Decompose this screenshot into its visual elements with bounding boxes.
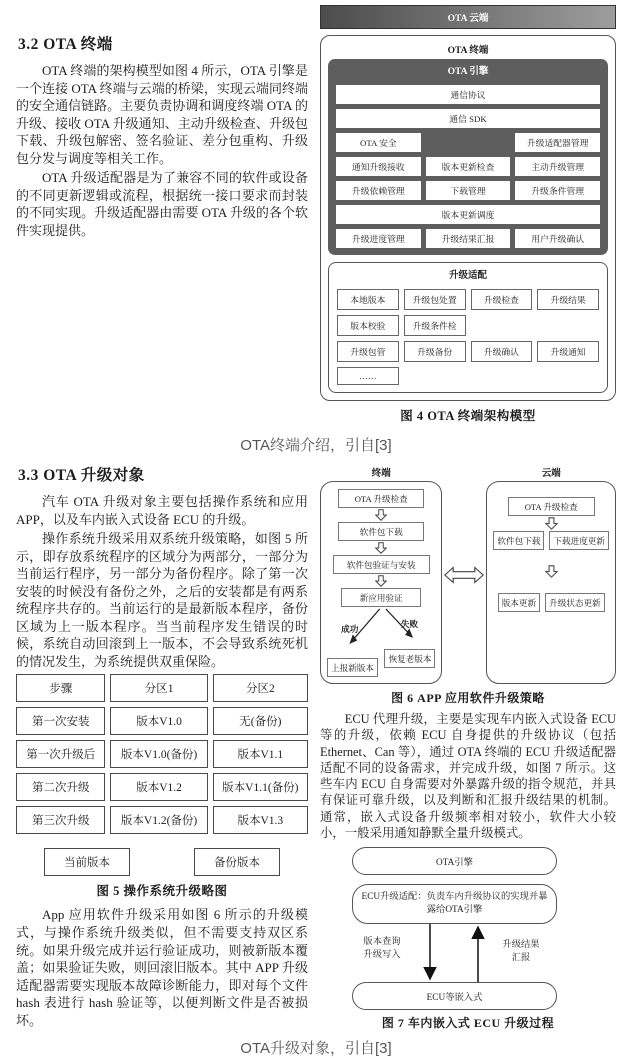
figure6-caption: 图 6 APP 应用软件升级策略 [391,691,545,705]
bottom-block [16,463,616,1031]
figure5-row1-part2: 无(备份) [213,707,308,735]
figure5-caption: 图 5 操作系统升级略图 [96,884,228,899]
figure4-download-mgmt: 下载管理 [426,181,511,200]
figure4-adapter-mgmt: 升级适配器管理 [515,133,600,152]
figure6-cloud-check: OTA 升级检查 [508,497,595,516]
figure6-success-label: 成功 [341,623,359,634]
figure4-adapter-label: 升级适配 [448,271,487,281]
down-arrow-icon [375,509,387,521]
section-3-2-paragraph-2: OTA 升级适配器是为了兼容不同的软件或设备的不同更新逻辑或流程，根据统一接口要求而封装的不同实现。升级适配器由需要 OTA 升级的各个软件实现提供。 [16,170,308,238]
figure6-cloud-progress: 下载进度更新 [549,531,609,550]
figure6-terminal-side [320,465,442,684]
figure6-fail-label: 失败 [400,618,419,629]
figure4-condition-check: 升级条件检 [404,315,466,336]
figure6-cloud-version-update: 版本更新 [498,593,540,612]
figure4-upgrade-result: 升级结果 [537,289,599,310]
section-3-3-column [16,463,308,1031]
figure4-package-handle: 升级包处置 [404,289,466,310]
figure4-active-upgrade-mgmt: 主动升级管理 [515,157,600,176]
figure6-terminal-box [320,481,442,684]
figure5-row2-part1: 版本V1.0(备份) [110,740,207,768]
figure4-upgrade-confirm: 升级确认 [471,341,533,362]
figure7-down-label: 版本查询 升级写入 [363,937,401,960]
figure5-row1-part1: 版本V1.0 [110,707,207,735]
figure6-step-app-verify: 新应用验证 [341,588,421,607]
figure5-legend-backup: 备份版本 [194,848,280,876]
figure6-branch-results [327,649,435,677]
section-3-2-paragraph-1: OTA 终端的架构模型如图 4 所示，OTA 引擎是一个连接 OTA 终端与云端的桥梁，实现云端同终端的安全通信链路。主要负责协调和调度终端 OTA 的升级、接收 OTA 升级通知、主动升级检查、升级包下载、升级包解密、签名验证、差分包重构、升级包分发与调度等相关工作。 [16,63,308,166]
figure7 [352,847,557,1010]
figure7-up-label: 升级结果 汇报 [502,940,540,963]
figure4-terminal-container [320,35,616,401]
figure5-row4-part1: 版本V1.2(备份) [110,806,207,834]
figure4-progress-mgmt: 升级进度管理 [336,229,421,248]
figure6-restore-old-version: 恢复老版本 [384,649,435,668]
figure4-notify-receive: 通知升级接收 [336,157,421,176]
figure4-adapter-container [328,262,608,393]
figure4-version-schedule: 版本更新调度 [336,205,600,224]
figure4-web-caption: OTA终端介绍，引自[3] [240,437,392,454]
figure5-header-part2: 分区2 [213,674,308,702]
down-arrow-icon [375,542,387,554]
figure6-cloud-box [486,481,616,684]
figure5-row2-part2: 版本V1.1 [213,740,308,768]
figure5-header-part1: 分区1 [110,674,207,702]
figure7-arrows [352,924,557,982]
figure4-upgrade-check: 升级检查 [471,289,533,310]
figure5-header-step: 步骤 [16,674,105,702]
figure6-sync-arrow [442,465,486,684]
figure4-comm-protocol: 通信协议 [336,85,600,104]
figure4-dependency-mgmt: 升级依赖管理 [336,181,421,200]
figure6-step-verify-install: 软件包验证与安装 [333,555,430,574]
figure7-ecu-box: ECU等嵌入式 [352,982,557,1010]
double-arrow-icon [444,564,484,586]
figure4-local-version: 本地版本 [337,289,399,310]
figure4-comm-sdk: 通信 SDK [336,109,600,128]
figures-6-7-column [320,463,616,1031]
section-3-3-paragraph-2: 操作系统升级采用双系统升级策略，如图 5 所示，即存放系统程序的区域分为两部分，一部分为当前运行程序，另一部分为备份程序。除了第一次安装的时候没有备份之外，之后的安装都是有两系统程序共存的。当前运行的是最新版本程序，备份区域为上一版本程序。当当前程序发生错误的时候，系统自动回滚到上一版本，不会导致系统死机的情况发生，为系统提供双重保险。 [16,531,308,669]
figure5-table [16,674,308,834]
section-3-3-paragraph-app: App 应用软件升级采用如图 6 所示的升级模式，与操作系统升级类似，但不需要支持双区系统。如果升级完成并运行验证成功，则被新版本覆盖；如果验证失败，则回滚旧版本。其中 APP 升级适配器需要实现版本故障诊断能力，即对每个文件 hash 表进行 hash 验证等，以便判断文件是否被损坏。 [16,907,308,1028]
section-3-3-heading: 3.3 OTA 升级对象 [18,467,145,484]
section-3-3-paragraph-1: 汽车 OTA 升级对象主要包括操作系统和应用 APP，以及车内嵌入式设备 ECU 的升级。 [16,494,308,527]
figure4-upgrade-backup: 升级备份 [404,341,466,362]
section-3-2-column [16,0,308,424]
down-arrow-icon [545,517,558,530]
figure5-row3-part1: 版本V1.2 [110,773,207,801]
figure4-upgrade-notify: 升级通知 [537,341,599,362]
figure4-version-verify: 版本校验 [337,315,399,336]
figure5-legend-current: 当前版本 [44,848,130,876]
figure7-ota-engine: OTA引擎 [352,847,557,875]
figure6-terminal-label: 终端 [371,469,391,479]
figure5-legend [16,848,308,876]
figure5-row4-part2: 版本V1.3 [213,806,308,834]
figure6-step-download: 软件包下载 [338,522,424,541]
figure5-row4-step: 第三次升级 [16,806,105,834]
figure6-cloud-status-update: 升级状态更新 [545,593,605,612]
top-block [16,0,616,424]
figure6-step-check: OTA 升级检查 [338,489,424,508]
figure7-web-caption: OTA升级对象，引自[3] [240,1040,392,1058]
figure6-cloud-download: 软件包下载 [493,531,544,550]
figure4-engine-label: OTA 引擎 [447,67,489,77]
figure6-cloud-label: 云端 [541,469,561,479]
figure4-ellipsis: …… [337,367,399,385]
section-3-3-paragraph-ecu: ECU 代理升级，主要是实现车内嵌入式设备 ECU 等的升级，依赖 ECU 自身提供的升级协议（包括 Ethernet、Can 等），通过 OTA 终端的 ECU 升级适配器适配不同的设备需求，并完成升级，如图 7 所示。这些车内 ECU 自身需要对外暴露升级的指令规范，并具有保证可靠升级，以及判断和汇报升级结果的机制。通常，嵌入式设备升级频率相对较小，软件大小较小，一般采用通知静默全量升级模式。 [320,712,616,840]
figure4-version-check: 版本更新检查 [426,157,511,176]
figure6-branch [327,607,435,649]
figure4-cloud-bar: OTA 云端 [320,5,616,29]
figure4-terminal-label: OTA 终端 [447,46,489,56]
figure4-ota-security: OTA 安全 [336,133,421,152]
figure4-condition-mgmt: 升级条件管理 [515,181,600,200]
figure4 [320,0,616,424]
figure4-package-mgmt: 升级包管 [337,341,399,362]
down-arrow-icon [545,565,558,578]
down-arrow-icon [375,575,387,587]
figure5-row3-step: 第二次升级 [16,773,105,801]
figure4-result-report: 升级结果汇报 [426,229,511,248]
figure6-report-new-version: 上报新版本 [327,658,378,677]
figure4-user-confirm: 用户升级确认 [515,229,600,248]
figure4-engine-box [328,59,608,255]
figure6-cloud-side [486,465,616,684]
figure5-row1-step: 第一次安装 [16,707,105,735]
figure7-caption: 图 7 车内嵌入式 ECU 升级过程 [381,1016,555,1031]
figure5-row2-step: 第一次升级后 [16,740,105,768]
figure4-caption: 图 4 OTA 终端架构模型 [400,409,536,423]
figure5-row3-part2: 版本V1.1(备份) [213,773,308,801]
figure7-ecu-adapter: ECU升级适配：负责车内升级协议的实现并暴露给OTA引擎 [352,884,557,924]
figure6 [320,465,616,684]
section-3-2-heading: 3.2 OTA 终端 [18,36,113,53]
